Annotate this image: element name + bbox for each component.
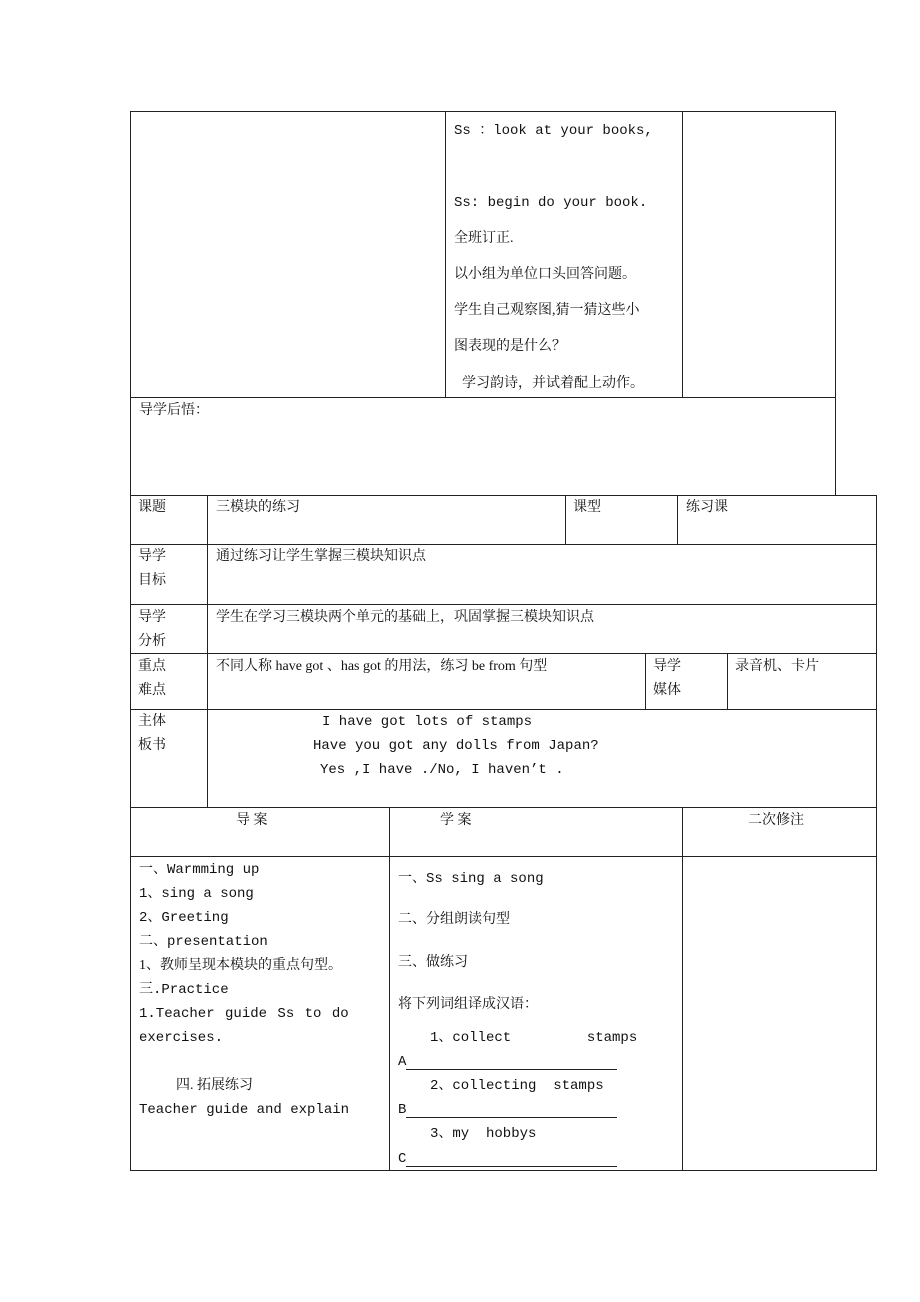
table-border — [835, 111, 836, 495]
table-border — [130, 111, 131, 495]
analysis-label: 分析 — [138, 634, 166, 649]
answer-blank[interactable] — [406, 1117, 617, 1118]
table-border — [645, 653, 646, 709]
analysis-label: 导学 — [138, 610, 166, 625]
exercise-letter: C — [398, 1151, 407, 1167]
teacher-plan-line: 2、Greeting — [139, 910, 229, 926]
table-border — [130, 495, 131, 1170]
student-plan-header: 学 案 — [440, 813, 472, 828]
teacher-plan-line: Teacher guide and explain — [139, 1102, 350, 1118]
goal-label: 目标 — [138, 573, 166, 588]
teacher-plan-line: 一、Warmming up — [139, 862, 260, 878]
table-border — [130, 709, 877, 710]
teacher-plan-header: 导 案 — [236, 813, 268, 828]
teacher-plan-line: 四. 拓展练习 — [176, 1078, 253, 1093]
board-line: Yes ,I have ./No, I haven’t . — [320, 762, 564, 778]
reflection-label: 导学后悟： — [139, 403, 209, 418]
teacher-plan-line: 三.Practice — [139, 982, 229, 998]
table-border — [207, 495, 208, 807]
table-border — [130, 111, 836, 112]
key-value: 不同人称 have got 、has got 的用法，练习 be from 句型 — [216, 659, 548, 674]
student-activity: 以小组为单位口头回答问题。 — [454, 267, 636, 282]
student-plan-line: 将下列词组译成汉语： — [398, 997, 538, 1012]
board-line: Have you got any dolls from Japan? — [313, 738, 599, 754]
student-activity: 学生自己观察图,猜一猜这些小 — [454, 303, 640, 318]
topic-label: 课题 — [138, 500, 166, 515]
teacher-plan-line: 1.Teacher guide Ss to do — [139, 1006, 349, 1022]
student-activity: Ss ：look at your books, — [454, 123, 653, 139]
board-label: 板书 — [138, 738, 166, 753]
table-border — [130, 495, 877, 496]
student-plan-line: 一、Ss sing a song — [398, 871, 544, 887]
table-border — [130, 544, 877, 545]
table-border — [682, 111, 683, 397]
student-activity: 学习韵诗，并试着配上动作。 — [462, 376, 644, 391]
media-value: 录音机、卡片 — [735, 659, 819, 674]
student-activity: 全班订正. — [454, 231, 514, 246]
exercise-phrase: 1、collect stamps — [430, 1030, 638, 1046]
table-border — [445, 111, 446, 397]
student-activity: Ss: begin do your book. — [454, 195, 648, 211]
exercise-letter: B — [398, 1102, 407, 1118]
key-label: 难点 — [138, 683, 166, 698]
board-label: 主体 — [138, 714, 166, 729]
table-border — [130, 397, 836, 398]
teacher-plan-line: 1、教师呈现本模块的重点句型。 — [139, 958, 342, 973]
table-border — [130, 653, 877, 654]
table-border — [565, 495, 566, 544]
student-activity: 图表现的是什么？ — [454, 339, 566, 354]
media-label: 导学 — [653, 659, 681, 674]
goal-label: 导学 — [138, 549, 166, 564]
table-border — [130, 1170, 877, 1171]
table-border — [727, 653, 728, 709]
table-border — [677, 495, 678, 544]
table-border — [389, 807, 390, 1170]
student-plan-line: 三、做练习 — [398, 955, 468, 970]
type-label: 课型 — [573, 500, 601, 515]
topic-value: 三模块的练习 — [216, 500, 300, 515]
table-border — [130, 604, 877, 605]
teacher-plan-line: exercises. — [139, 1030, 224, 1046]
key-label: 重点 — [138, 659, 166, 674]
student-plan-line: 二、分组朗读句型 — [398, 912, 510, 927]
table-border — [682, 807, 683, 1170]
table-border — [130, 807, 877, 808]
revision-header: 二次修注 — [748, 813, 804, 828]
media-label: 媒体 — [653, 683, 681, 698]
type-value: 练习课 — [686, 500, 728, 515]
goal-value: 通过练习让学生掌握三模块知识点 — [216, 549, 426, 564]
answer-blank[interactable] — [406, 1069, 617, 1070]
exercise-phrase: 2、collecting stamps — [430, 1078, 604, 1094]
exercise-letter: A — [398, 1054, 407, 1070]
analysis-value: 学生在学习三模块两个单元的基础上，巩固掌握三模块知识点 — [216, 610, 594, 625]
board-line: I have got lots of stamps — [322, 714, 533, 730]
exercise-phrase: 3、my hobbys — [430, 1126, 537, 1142]
teacher-plan-line: 1、sing a song — [139, 886, 254, 902]
table-border — [130, 856, 877, 857]
table-border — [876, 495, 877, 1170]
teacher-plan-line: 二、presentation — [139, 934, 268, 950]
answer-blank[interactable] — [406, 1166, 617, 1167]
